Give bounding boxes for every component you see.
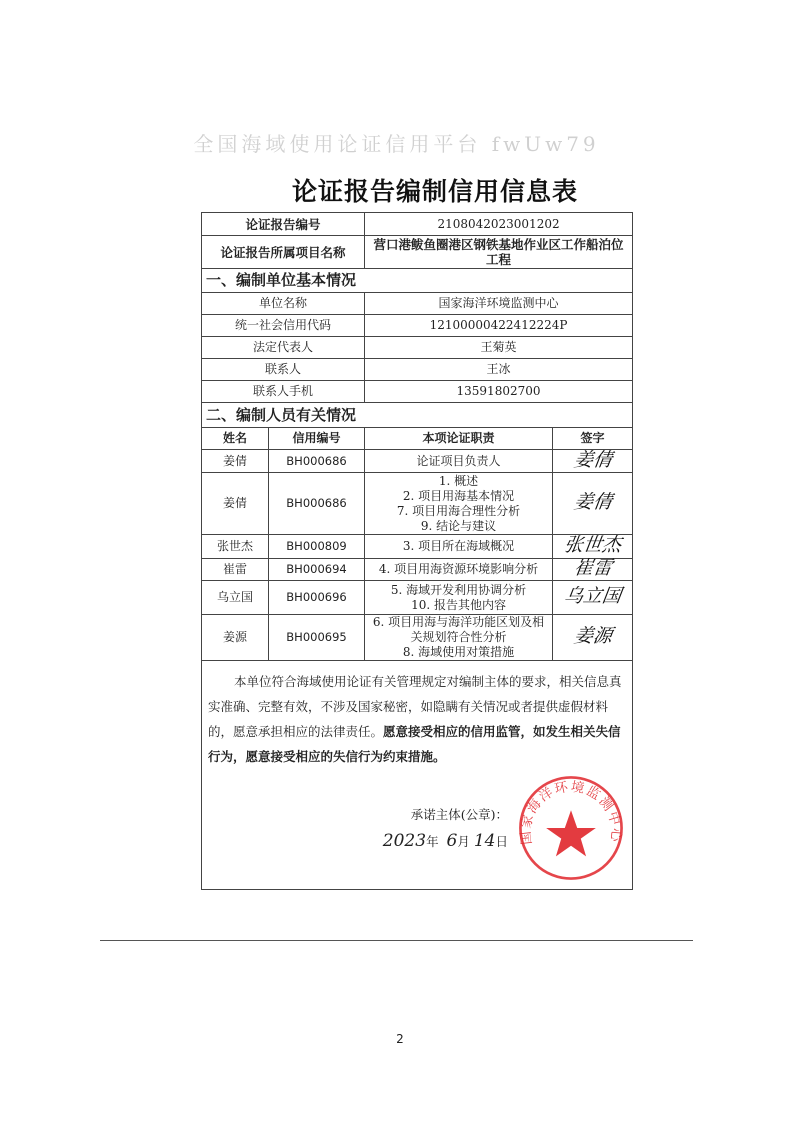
statement-normal: 本单位符合海域使用论证有关管理规定对编制主体的要求，相关信息真实准确、完整有效，不涉及国家秘密，如隐瞒有关情况或者提供虚假材料的，愿意承担相应的法律责任。 bbox=[208, 674, 622, 739]
handwritten-signature: 张世杰 bbox=[562, 534, 623, 556]
person-duties bbox=[365, 615, 553, 661]
header-name: 姓名 bbox=[202, 428, 269, 450]
commitment-statement bbox=[202, 661, 633, 890]
duty-item: 1. 概述 bbox=[438, 473, 479, 488]
person-row bbox=[202, 473, 633, 535]
project-name: 营口港鲅鱼圈港区钢铁基地作业区工作船泊位工程 bbox=[365, 236, 633, 269]
person-credit-code: BH000694 bbox=[269, 559, 365, 581]
sign-area bbox=[208, 773, 626, 883]
person-credit-code: BH000686 bbox=[269, 473, 365, 535]
contact-phone: 13591802700 bbox=[365, 381, 633, 403]
duty-item: 4. 项目用海资源环境影响分析 bbox=[378, 562, 539, 576]
person-name: 乌立国 bbox=[202, 581, 269, 615]
handwritten-signature: 姜源 bbox=[572, 625, 614, 647]
person-duties bbox=[365, 581, 553, 615]
duty-item: 2. 项目用海基本情况 bbox=[402, 488, 515, 503]
person-row bbox=[202, 581, 633, 615]
person-credit-code: BH000696 bbox=[269, 581, 365, 615]
footer-divider bbox=[100, 940, 693, 941]
person-signature bbox=[553, 559, 633, 581]
unit-name: 国家海洋环境监测中心 bbox=[365, 293, 633, 315]
duty-item: 论证项目负责人 bbox=[416, 453, 501, 468]
watermark: 全国海域使用论证信用平台 fwUw79 bbox=[193, 132, 600, 156]
report-number: 2108042023001202 bbox=[365, 213, 633, 236]
person-credit-code: BH000695 bbox=[269, 615, 365, 661]
person-signature bbox=[553, 450, 633, 473]
person-name: 姜源 bbox=[202, 615, 269, 661]
unit-name-label: 单位名称 bbox=[202, 293, 365, 315]
person-duties bbox=[365, 473, 553, 535]
duty-item: 10. 报告其他内容 bbox=[411, 597, 506, 612]
duty-item: 5. 海域开发利用协调分析 bbox=[390, 582, 527, 597]
person-signature bbox=[553, 473, 633, 535]
official-seal bbox=[516, 773, 626, 883]
report-number-label: 论证报告编号 bbox=[202, 213, 365, 236]
person-signature bbox=[553, 535, 633, 559]
person-duties bbox=[365, 535, 553, 559]
legal-rep-label: 法定代表人 bbox=[202, 337, 365, 359]
legal-rep: 王菊英 bbox=[365, 337, 633, 359]
person-signature bbox=[553, 615, 633, 661]
person-credit-code: BH000686 bbox=[269, 450, 365, 473]
section2-heading: 二、编制人员有关情况 bbox=[202, 403, 633, 428]
credit-code: 12100000422412224P bbox=[365, 315, 633, 337]
person-row bbox=[202, 450, 633, 473]
page-number: 2 bbox=[396, 1032, 404, 1046]
header-code: 信用编号 bbox=[269, 428, 365, 450]
duty-item: 3. 项目所在海域概况 bbox=[402, 539, 515, 553]
project-name-label: 论证报告所属项目名称 bbox=[202, 236, 365, 269]
person-credit-code: BH000809 bbox=[269, 535, 365, 559]
person-signature bbox=[553, 581, 633, 615]
person-row bbox=[202, 559, 633, 581]
duty-item: 8. 海域使用对策措施 bbox=[402, 645, 515, 659]
handwritten-signature: 崔雷 bbox=[572, 557, 614, 579]
person-name: 姜倩 bbox=[202, 450, 269, 473]
sign-date: 2023年 6月 14日 bbox=[382, 830, 509, 851]
contact-label: 联系人 bbox=[202, 359, 365, 381]
svg-text:国家海洋环境监测中心: 国家海洋环境监测中心 bbox=[518, 779, 624, 846]
header-signature: 签字 bbox=[553, 428, 633, 450]
contact: 王冰 bbox=[365, 359, 633, 381]
person-row bbox=[202, 615, 633, 661]
handwritten-signature: 姜倩 bbox=[572, 491, 614, 513]
promise-label: 承诺主体(公章)： bbox=[410, 806, 509, 822]
duty-item: 7. 项目用海合理性分析 bbox=[396, 503, 521, 518]
statement-bold: 愿意接受相应的信用监管，如发生相关失信行为，愿意接受相应的失信行为约束措施。 bbox=[208, 724, 621, 764]
credit-code-label: 统一社会信用代码 bbox=[202, 315, 365, 337]
person-duties bbox=[365, 450, 553, 473]
section1-heading: 一、编制单位基本情况 bbox=[202, 269, 633, 293]
header-duties: 本项论证职责 bbox=[365, 428, 553, 450]
duty-item: 6. 项目用海与海洋功能区划及相关规划符合性分析 bbox=[372, 615, 545, 644]
person-row bbox=[202, 535, 633, 559]
handwritten-signature: 乌立国 bbox=[562, 585, 623, 607]
handwritten-signature: 姜倩 bbox=[572, 448, 614, 471]
person-duties bbox=[365, 559, 553, 581]
person-name: 崔雷 bbox=[202, 559, 269, 581]
contact-phone-label: 联系人手机 bbox=[202, 381, 365, 403]
person-name: 姜倩 bbox=[202, 473, 269, 535]
page-title: 论证报告编制信用信息表 bbox=[291, 177, 578, 206]
credit-info-table bbox=[201, 212, 633, 890]
person-name: 张世杰 bbox=[202, 535, 269, 559]
duty-item: 9. 结论与建议 bbox=[420, 518, 497, 533]
